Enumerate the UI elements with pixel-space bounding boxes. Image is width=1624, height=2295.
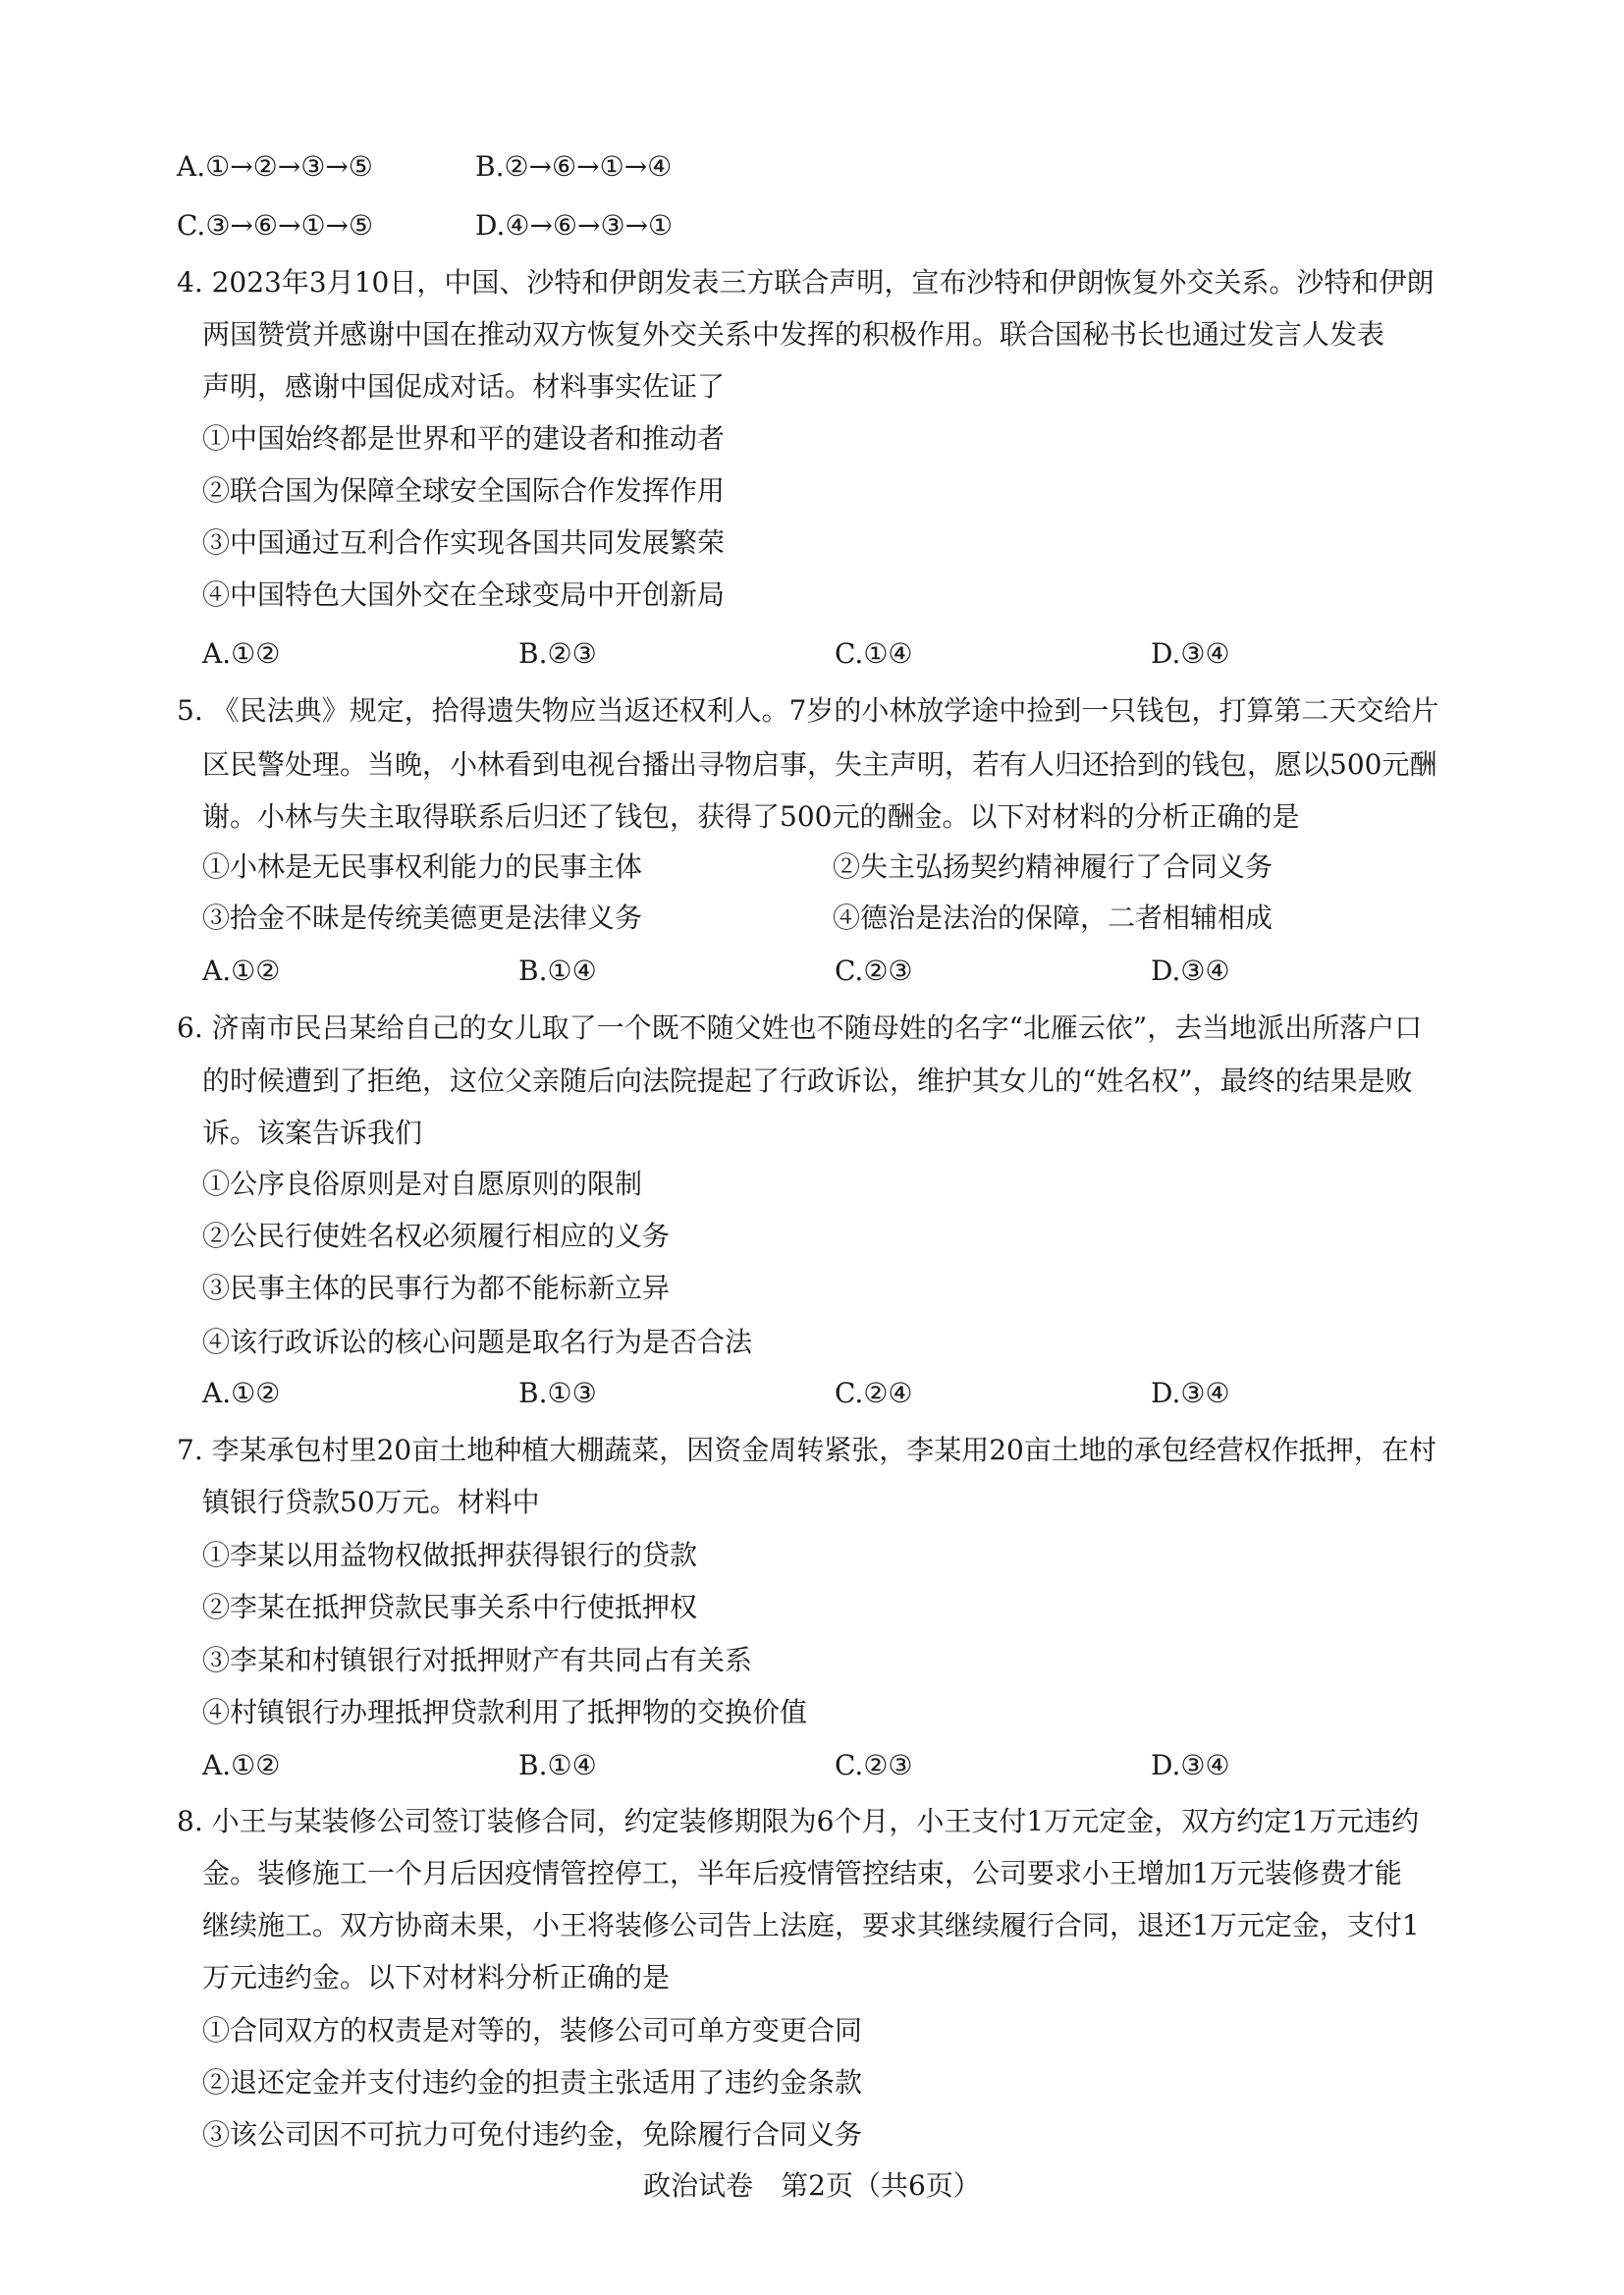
q4-item-2: ②联合国为保障全球安全国际合作发挥作用	[202, 474, 726, 507]
q4-answer-b: B.②③	[518, 637, 597, 670]
q5-stem-line-2: 区民警处理。当晚，小林看到电视台播出寻物启事，失主声明，若有人归还拾到的钱包，愿以500元酬	[202, 748, 1437, 781]
page-footer: 政治试卷 第2页（共6页）	[643, 2169, 981, 2202]
q6-stem-line-3: 诉。该案告诉我们	[202, 1117, 423, 1149]
q6-item-4: ④该行政诉讼的核心问题是取名行为是否合法	[202, 1326, 753, 1358]
q5-answer-c: C.②③	[835, 955, 913, 987]
q5-answer-a: A.①②	[202, 955, 281, 987]
q7-stem-line-1: 7. 李某承包村里20亩土地种植大棚蔬菜，因资金周转紧张，李某用20亩土地的承包经营权作抵押，在村	[177, 1434, 1436, 1466]
q5-stem-line-1: 5. 《民法典》规定，拾得遗失物应当返还权利人。7岁的小林放学途中捡到一只钱包，打算第二天交给片	[177, 694, 1439, 727]
q7-item-1: ①李某以用益物权做抵押获得银行的贷款	[202, 1539, 698, 1571]
q5-answer-d: D.③④	[1151, 955, 1230, 987]
q8-stem-line-1: 8. 小王与某装修公司签订装修合同，约定装修期限为6个月，小王支付1万元定金，双方约定1万元违约	[177, 1805, 1420, 1837]
q5-stem-line-3: 谢。小林与失主取得联系后归还了钱包，获得了500元的酬金。以下对材料的分析正确的是	[202, 800, 1300, 833]
q7-answer-a: A.①②	[202, 1749, 281, 1781]
q7-answer-c: C.②③	[835, 1749, 913, 1781]
q6-item-3: ③民事主体的民事行为都不能标新立异	[202, 1272, 671, 1304]
q7-item-2: ②李某在抵押贷款民事关系中行使抵押权	[202, 1591, 698, 1623]
q5-item-3: ③拾金不昧是传统美德更是法律义务	[202, 902, 643, 934]
q8-item-2: ②退还定金并支付违约金的担责主张适用了违约金条款	[202, 2066, 863, 2099]
q5-item-1: ①小林是无民事权利能力的民事主体	[202, 850, 643, 883]
q5-item-4: ④德治是法治的保障，二者相辅相成	[833, 902, 1273, 934]
q8-stem-line-2: 金。装修施工一个月后因疫情管控停工，半年后疫情管控结束，公司要求小王增加1万元装修费才能	[202, 1857, 1402, 1889]
q4-answer-c: C.①④	[835, 637, 913, 670]
q4-stem-line-1: 4. 2023年3月10日，中国、沙特和伊朗发表三方联合声明，宣布沙特和伊朗恢复外交关系。沙特和伊朗	[177, 266, 1435, 299]
q7-item-3: ③李某和村镇银行对抵押财产有共同占有关系	[202, 1644, 753, 1676]
q8-item-3: ③该公司因不可抗力可免付违约金，免除履行合同义务	[202, 2118, 863, 2151]
q6-answer-b: B.①③	[518, 1377, 597, 1409]
q6-item-2: ②公民行使姓名权必须履行相应的义务	[202, 1220, 671, 1252]
q5-item-2: ②失主弘扬契约精神履行了合同义务	[833, 850, 1273, 883]
q3-option-c: C.③→⑥→①→⑤	[177, 209, 374, 242]
q6-stem-line-2: 的时候遭到了拒绝，这位父亲随后向法院提起了行政诉讼，维护其女儿的“姓名权”，最终的结果是败	[202, 1065, 1413, 1097]
q3-option-a: A.①→②→③→⑤	[177, 150, 373, 183]
q4-stem-line-3: 声明，感谢中国促成对话。材料事实佐证了	[202, 370, 726, 403]
q7-item-4: ④村镇银行办理抵押贷款利用了抵押物的交换价值	[202, 1696, 808, 1728]
q6-answer-d: D.③④	[1151, 1377, 1230, 1409]
q6-answer-c: C.②④	[835, 1377, 913, 1409]
q4-item-1: ①中国始终都是世界和平的建设者和推动者	[202, 422, 726, 455]
q8-stem-line-3: 继续施工。双方协商未果，小王将装修公司告上法庭，要求其继续履行合同，退还1万元定金，支付1	[202, 1909, 1420, 1941]
q3-option-d: D.④→⑥→③→①	[475, 209, 674, 242]
q4-item-4: ④中国特色大国外交在全球变局中开创新局	[202, 578, 726, 611]
q8-item-1: ①合同双方的权责是对等的，装修公司可单方变更合同	[202, 2014, 863, 2047]
q7-answer-d: D.③④	[1151, 1749, 1230, 1781]
q5-answer-b: B.①④	[518, 955, 597, 987]
q6-item-1: ①公序良俗原则是对自愿原则的限制	[202, 1168, 643, 1200]
q3-option-b: B.②→⑥→①→④	[475, 150, 673, 183]
q6-stem-line-1: 6. 济南市民吕某给自己的女儿取了一个既不随父姓也不随母姓的名字“北雁云依”，去当地派出所落户口	[177, 1011, 1423, 1044]
q6-answer-a: A.①②	[202, 1377, 281, 1409]
q4-stem-line-2: 两国赞赏并感谢中国在推动双方恢复外交关系中发挥的积极作用。联合国秘书长也通过发言人发表	[202, 318, 1385, 351]
q7-stem-line-2: 镇银行贷款50万元。材料中	[202, 1486, 540, 1518]
q4-item-3: ③中国通过互利合作实现各国共同发展繁荣	[202, 526, 726, 559]
q4-answer-a: A.①②	[202, 637, 281, 670]
q4-answer-d: D.③④	[1151, 637, 1230, 670]
q8-stem-line-4: 万元违约金。以下对材料分析正确的是	[202, 1961, 671, 1994]
q7-answer-b: B.①④	[518, 1749, 597, 1781]
